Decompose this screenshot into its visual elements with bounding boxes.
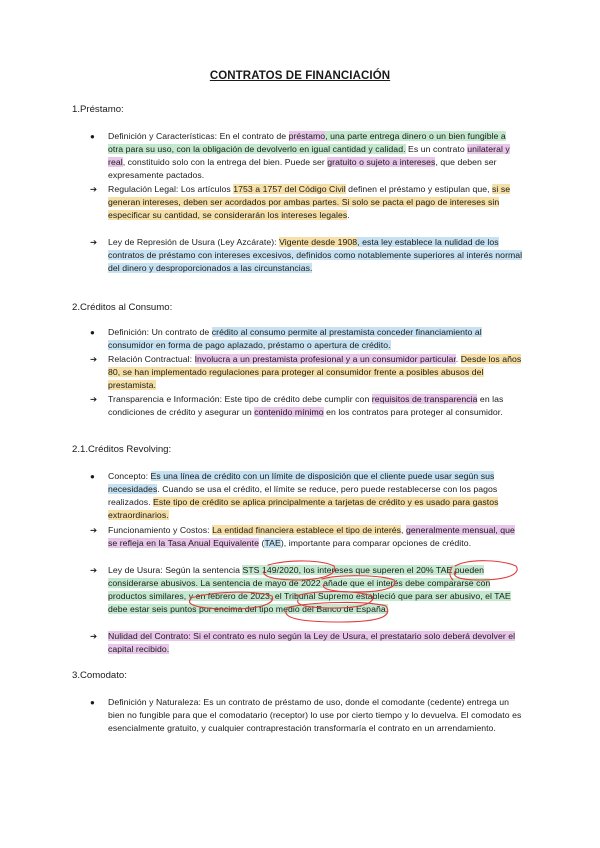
arrow-icon: ➔ (90, 525, 98, 535)
arrow-icon: ➔ (90, 237, 98, 247)
section-heading-comodato: 3.Comodato: (72, 670, 127, 681)
consumo-transparencia: Transparencia e Información: Este tipo de crédito debe cumplir con requisitos de transparencia en las condiciones de crédito y asegurar un contenido mínimo en los contratos para proteger al consumidor. (108, 394, 504, 418)
section-heading-consumo: 2.Créditos al Consumo: (72, 302, 173, 313)
bullet-icon: ● (90, 132, 95, 141)
arrow-icon: ➔ (90, 394, 98, 404)
arrow-icon: ➔ (90, 565, 98, 575)
prestamo-ley-usura: Ley de Represión de Usura (Ley Azcárate): Vigente desde 1908, esta ley establece la nulidad de los contratos de préstamo con intereses excesivos, definidos como notablemente superiores al interés normal del dinero y desproporcionados a las circunstancias. (108, 237, 523, 274)
arrow-icon: ➔ (90, 354, 98, 364)
section-heading-prestamo: 1.Préstamo: (72, 104, 124, 115)
bullet-icon: ● (90, 698, 95, 707)
revolving-ley-usura: Ley de Usura: Según la sentencia STS 149/2020, los intereses que superen el 20% TAE pueden considerarse abusivos. La sentencia de mayo de 2022 añade que el interés debe compararse con productos similares, y en febrero de 2023, el Tribunal Supremo estableció que para ser abusivo, el TAE debe estar seis puntos por encima del tipo medio del Banco de España. (108, 565, 511, 615)
section-heading-revolving: 2.1.Créditos Revolving: (72, 444, 172, 455)
revolving-concepto: Concepto: Es una línea de crédito con un límite de disposición que el cliente puede usar según sus necesidades. Cuando se usa el crédito, el límite se reduce, pero puede restablecerse con los pagos realizados. Este tipo de crédito se aplica principalmente a tarjetas de crédito y es usado para gastos extraordinarios. (108, 471, 499, 521)
consumo-relacion: Relación Contractual: Involucra a un prestamista profesional y a un consumidor particular. Desde los años 80, se han implementado regulaciones para proteger al consumidor frente a posibles abusos del prestamista. (108, 354, 522, 391)
bullet-icon: ● (90, 328, 95, 337)
prestamo-definicion: Definición y Características: En el contrato de préstamo, una parte entrega dinero o un bien fungible a otra para su uso, con la obligación de devolverlo en igual cantidad y calidad. Es un contrato unilateral y real, constituido solo con la entrega del bien. Puede ser gratuito o sujeto a intereses, que deben ser expresamente pactados. (108, 131, 510, 181)
consumo-definicion: Definición: Un contrato de crédito al consumo permite al prestamista conceder financiamiento al consumidor en forma de pago aplazado, préstamo o apertura de crédito. (108, 327, 482, 351)
revolving-funcionamiento: Funcionamiento y Costos: La entidad financiera establece el tipo de interés, generalmente mensual, que se refleja en la Tasa Anual Equivalente (TAE), importante para comparar opciones de crédito. (108, 525, 515, 549)
bullet-icon: ● (90, 472, 95, 481)
revolving-nulidad: Nulidad del Contrato: Si el contrato es nulo según la Ley de Usura, el prestatario solo deberá devolver el capital recibido. (108, 631, 516, 655)
document-title: CONTRATOS DE FINANCIACIÓN (209, 70, 391, 82)
comodato-definicion: Definición y Naturaleza: Es un contrato de préstamo de uso, donde el comodante (cedente) entrega un bien no fungible para que el comodatario (receptor) lo use por cierto tiempo y lo devuelva. El comodato es esencialmente gratuito, y cualquier contraprestación transformaría el contrato en un arrendamiento. (108, 697, 522, 734)
arrow-icon: ➔ (90, 631, 98, 641)
arrow-icon: ➔ (90, 184, 98, 194)
prestamo-regulacion: Regulación Legal: Los artículos 1753 a 1757 del Código Civil definen el préstamo y estipulan que, si se generan intereses, deben ser acordados por ambas partes. Si solo se pacta el pago de intereses sin especificar su cantidad, se considerarán los intereses legales. (108, 184, 511, 221)
